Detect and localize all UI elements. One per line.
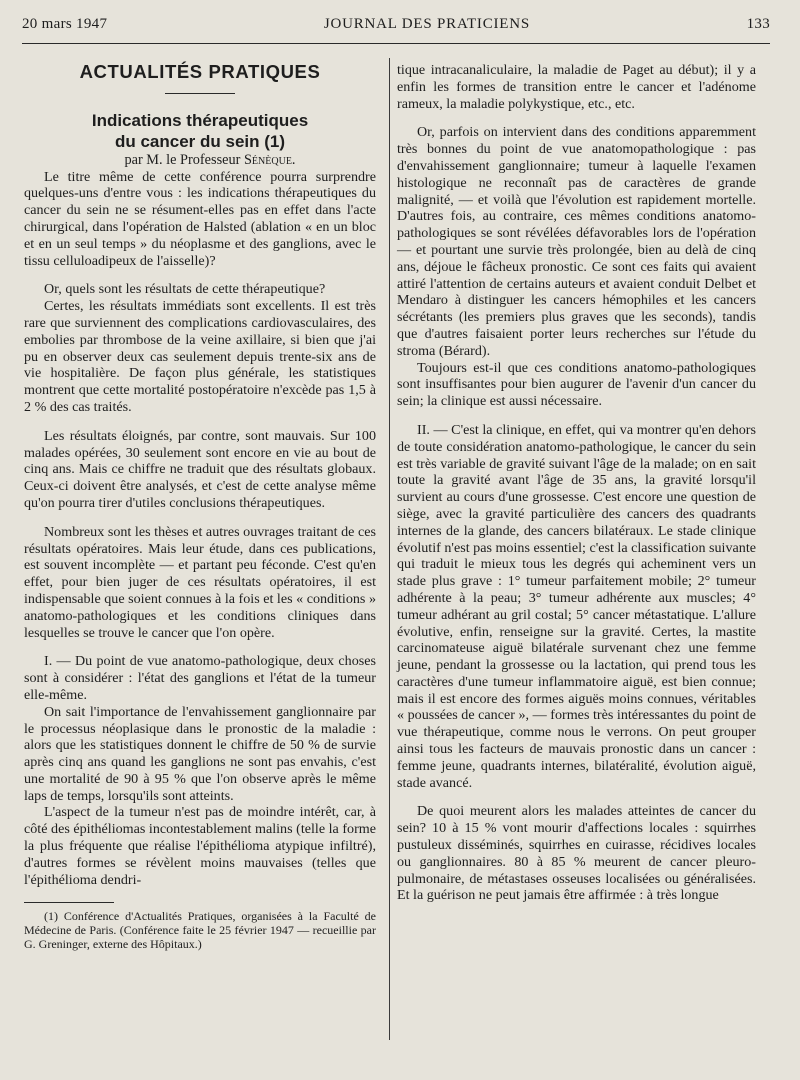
- paragraph: II. — C'est la clinique, en effet, qui va montrer qu'en dehors de toute considération anatomo-pathologique, le cancer du sein est très variable de gravité suivant l'âge de la malade; on en sait toute la gravité avant l'âge de 35 ans, la gravité lorsqu'il survient au cours d'une grossesse. C'est encore une question de siège, avec la gravité particulière des cancers des quadrants internes de la glande, des cancers bilatéraux. Le stade clinique évolutif n'est pas moins essentiel; c'est la classification suivante qui traduit le mieux tous les degrés qui acheminent vers un stade plus grave : 1° tumeur parfaitement mobile; 2° tumeur adhérente à la peau; 3° tumeur adhérente aux muscles; 4° tumeur adhérant au gril costal; 5° cancer métastatique. L'allure évolutive, enfin, renseigne sur la gravité. Certes, la mastite carcinomateuse aiguë bilatérale survenant chez une femme jeune, pendant la grossesse ou la lactation, qui prend tous les caractères d'une tumeur inflammatoire aiguë, est bien connue; mais il est encore des formes aiguës moins connues, véritables « poussées de cancer », — formes très intéressantes du point de vue thérapeutique, comme nous le verrons. On peut grouper ainsi tous les facteurs de mauvais pronostic dans un cancer : femme jeune, quadrants internes, bilatéralité, évolution aiguë, stade avancé.: [397, 421, 756, 791]
- footnote: (1) Conférence d'Actualités Pratiques, organisées à la Faculté de Médecine de Paris. (Conférence faite le 25 février 1947 — recueillie par G. Greninger, externe des Hôpitaux.): [24, 909, 376, 952]
- paragraph: Or, parfois on intervient dans des conditions apparemment très bonnes du point de vue anatomopathologique : pas d'envahissement ganglionnaire; tumeur à laquelle l'examen histologique ne reconnaît pas de caractères de grande malignité, — et voilà que l'évolution est rapidement mortelle. D'autres fois, au contraire, ces mêmes conditions anatomo-pathologiques se sont révélées défavorables lors de l'opération — et pourtant une survie très prolongée, bien au delà de cinq ans, déjoue le fâcheux pronostic. Ce sont ces faits qui avaient attiré l'attention de certains auteurs et avaient conduit Delbet et Mendaro à distinguer les cancers hémophiles et les cancers sécrétants (les premiers plus graves que les seconds), tandis que d'autres faisaient porter leurs recherches sur l'étude du stroma (Bérard).: [397, 124, 756, 359]
- running-header: [22, 16, 770, 42]
- right-column: [397, 62, 756, 904]
- article-title-line2: du cancer du sein (1): [114, 131, 286, 151]
- paragraph: Toujours est-il que ces conditions anatomo-pathologiques sont insuffisantes pour bien augurer de l'avenir d'un cancer du sein; la clinique est aussi nécessaire.: [397, 359, 756, 410]
- paragraph: On sait l'importance de l'envahissement ganglionnaire par le processus néoplasique dans le pronostic de la maladie : alors que les statistiques donnent le chiffre de 50 % de survie après cinq ans quand les ganglions ne sont pas envahis, c'est une mortalité de 90 à 95 % que l'on observe après le même laps de temps, lorsqu'ils sont atteints.: [24, 703, 376, 804]
- header-date: 20 mars 1947: [22, 16, 108, 32]
- byline: [24, 152, 376, 169]
- article-title: [24, 110, 376, 152]
- left-column: [24, 60, 376, 951]
- paragraph: I. — Du point de vue anatomo-pathologique, deux choses sont à considérer : l'état des ganglions et l'état de la tumeur elle-même.: [24, 653, 376, 703]
- footnote-rule: [24, 902, 114, 903]
- column-divider: [389, 58, 390, 1040]
- paragraph: tique intracanaliculaire, la maladie de Paget au début); il y a enfin les formes de transition entre le cancer et l'adénome rameux, la maladie polykystique, etc., etc.: [397, 62, 756, 112]
- byline-author: Sénèque.: [243, 151, 296, 168]
- header-page-number: 133: [746, 16, 770, 32]
- section-title: ACTUALITÉS PRATIQUES: [79, 61, 321, 82]
- byline-prefix: par M. le Professeur: [124, 151, 241, 168]
- header-journal-title: JOURNAL DES PRATICIENS: [323, 16, 531, 32]
- paragraph: Or, quels sont les résultats de cette thérapeutique?: [44, 281, 326, 298]
- article-title-line1: Indications thérapeutiques: [91, 110, 309, 130]
- section-rule: [165, 93, 235, 94]
- paragraph: Nombreux sont les thèses et autres ouvrages traitant de ces résultats opératoires. Mais leur étude, dans ces publications, est souvent incomplète — et partant peu féconde. C'est qu'en effet, pour bien juger de ces résultats opératoires, il est indispensable que soient connues à la fois et les « conditions » anatomo-pathologiques et les conditions cliniques dans lesquelles se trouve le cancer que l'on opère.: [24, 523, 376, 641]
- paragraph: Le titre même de cette conférence pourra surprendre quelques-uns d'entre vous : les indications thérapeutiques du cancer du sein ne se résument-elles pas en effet dans l'acte chirurgical, dans l'opération de Halsted (ablation « en un bloc et en un seul temps » du néoplasme et des ganglions, avec le tissu celluloadipeux de l'aisselle)?: [24, 168, 376, 269]
- paragraph: L'aspect de la tumeur n'est pas de moindre intérêt, car, à côté des épithéliomas incontestablement malins (telle la forme la plus fréquente que réalise l'épithélioma atypique infiltré), d'autres formes se révèlent moins mauvaises (telles que l'épithélioma dendri-: [24, 804, 376, 888]
- header-rule: [22, 43, 770, 44]
- paragraph: Certes, les résultats immédiats sont excellents. Il est très rare que surviennent des complications cardiovasculaires, des embolies par thrombose de la veine axillaire, si bien que j'ai pu en observer deux cas seulement depuis trente-six ans de vie hospitalière. De façon plus générale, les statistiques montrent que cette mortalité postopératoire n'excède pas 1,5 à 2 % des cas traités.: [24, 298, 376, 415]
- paragraph: Les résultats éloignés, par contre, sont mauvais. Sur 100 malades opérées, 30 seulement sont encore en vie au bout de cinq ans. Mais ce chiffre ne traduit que des résultats globaux. Ceux-ci doivent être analysés, et c'est de cette analyse même qu'on pourra tirer d'utiles conclusions thérapeutiques.: [24, 427, 376, 511]
- paragraph: De quoi meurent alors les malades atteintes de cancer du sein? 10 à 15 % vont mourir d'affections locales : squirrhes pustuleux disséminés, squirrhes en cuirasse, récidives locales ou ganglionnaires. 80 à 85 % meurent de cancer pleuro-pulmonaire, de métastases osseuses localisées ou généralisées. Et la guérison ne peut jamais être affirmée : à très longue: [397, 803, 756, 904]
